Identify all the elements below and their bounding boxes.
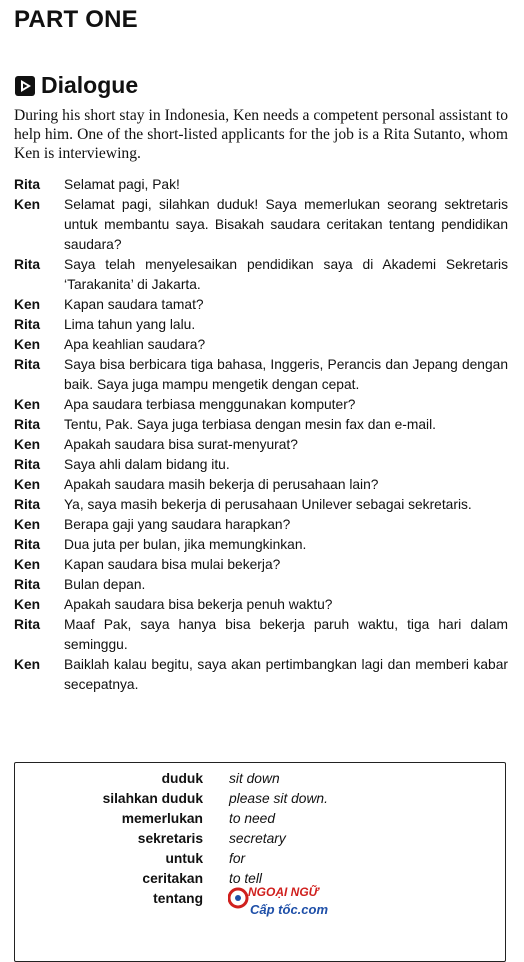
line-text: Saya ahli dalam bidang itu. <box>64 457 230 472</box>
line-text: Baiklah kalau begitu, saya akan pertimbangkan lagi dan memberi kabar secepatnya. <box>64 657 508 692</box>
line-text: Selamat pagi, Pak! <box>64 177 180 192</box>
dialogue-heading <box>14 72 138 99</box>
watermark-logo <box>228 876 328 926</box>
line-text: Kapan saudara bisa mulai bekerja? <box>64 557 281 572</box>
line-text: Bulan depan. <box>64 577 146 592</box>
vocab-row <box>15 829 505 849</box>
speaker-name: Ken <box>14 517 41 532</box>
line-text: Apakah saudara bisa bekerja penuh waktu? <box>64 597 333 612</box>
speaker-name: Ken <box>14 657 41 672</box>
speaker-name: Rita <box>14 497 41 512</box>
speaker-name: Rita <box>14 577 41 592</box>
speaker-name: Rita <box>14 317 41 332</box>
dialogue-line <box>14 335 508 355</box>
vocab-term: tentang <box>153 891 203 906</box>
dialogue-line <box>14 555 508 575</box>
speaker-name: Ken <box>14 437 41 452</box>
speaker-name: Ken <box>14 197 41 212</box>
play-icon <box>14 75 36 97</box>
dialogue-intro: During his short stay in Indonesia, Ken needs a competent personal assistant to help him. One of the short-listed applicants for the job is a Rita Sutanto, whom Ken is interviewing. <box>14 107 508 162</box>
speaker-name: Rita <box>14 417 41 432</box>
dialogue-line <box>14 595 508 615</box>
dialogue-line <box>14 175 508 195</box>
dialogue-line <box>14 475 508 495</box>
dialogue-line <box>14 575 508 595</box>
line-text: Maaf Pak, saya hanya bisa bekerja paruh waktu, tiga hari dalam seminggu. <box>64 617 508 652</box>
vocab-meaning: to tell <box>229 871 262 886</box>
vocab-term: memerlukan <box>121 811 203 826</box>
line-text: Kapan saudara tamat? <box>64 297 204 312</box>
speaker-name: Rita <box>14 257 41 272</box>
vocab-meaning: secretary <box>229 831 286 846</box>
watermark-line1: NGOẠI NGỮ <box>248 885 319 899</box>
dialogue-heading-text: Dialogue <box>41 72 139 98</box>
vocab-row <box>15 849 505 869</box>
dialogue-line <box>14 315 508 335</box>
line-text: Berapa gaji yang saudara harapkan? <box>64 517 291 532</box>
vocab-term: silahkan duduk <box>102 791 203 806</box>
vocab-meaning: sit down <box>229 771 280 786</box>
vocab-row <box>15 769 505 789</box>
vocab-term: untuk <box>165 851 203 866</box>
vocab-meaning: please sit down. <box>229 791 328 806</box>
dialogue-line <box>14 415 508 435</box>
dialogue-line <box>14 255 508 295</box>
speaker-name: Rita <box>14 537 41 552</box>
speaker-name: Ken <box>14 337 41 352</box>
speaker-name: Ken <box>14 477 41 492</box>
vocab-row <box>15 809 505 829</box>
dialogue-line <box>14 435 508 455</box>
vocab-row <box>15 789 505 809</box>
dialogue-line <box>14 495 508 515</box>
dialogue-line <box>14 395 508 415</box>
vocab-meaning: for <box>229 851 246 866</box>
dialogue-line <box>14 515 508 535</box>
line-text: Ya, saya masih bekerja di perusahaan Unilever sebagai sekretaris. <box>64 497 472 512</box>
line-text: Lima tahun yang lalu. <box>64 317 196 332</box>
line-text: Apakah saudara bisa surat-menyurat? <box>64 437 298 452</box>
line-text: Apa saudara terbiasa menggunakan komputer? <box>64 397 356 412</box>
line-text: Apa keahlian saudara? <box>64 337 206 352</box>
vocab-term: sekretaris <box>137 831 203 846</box>
line-text: Saya telah menyelesaikan pendidikan saya di Akademi Sekretaris ‘Tarakanita’ di Jakarta. <box>64 257 508 292</box>
dialogue-line <box>14 655 508 695</box>
speaker-name: Ken <box>14 597 41 612</box>
dialogue-line <box>14 195 508 255</box>
dialogue-lines <box>14 175 508 695</box>
speaker-name: Ken <box>14 557 41 572</box>
speaker-name: Rita <box>14 177 41 192</box>
dialogue-line <box>14 455 508 475</box>
speaker-name: Ken <box>14 397 41 412</box>
dialogue-line <box>14 535 508 555</box>
speaker-name: Ken <box>14 297 41 312</box>
speaker-name: Rita <box>14 457 41 472</box>
line-text: Selamat pagi, silahkan duduk! Saya memerlukan seorang sektretaris untuk membantu saya. Bisakah saudara ceritakan tentang pendidikan saudara? <box>64 197 508 252</box>
line-text: Apakah saudara masih bekerja di perusahaan lain? <box>64 477 379 492</box>
part-title: PART ONE <box>14 6 138 33</box>
vocab-meaning: to need <box>229 811 276 826</box>
dialogue-line <box>14 295 508 315</box>
vocabulary-box <box>14 762 506 962</box>
line-text: Tentu, Pak. Saya juga terbiasa dengan mesin fax dan e-mail. <box>64 417 436 432</box>
speaker-name: Rita <box>14 617 41 632</box>
vocab-term: duduk <box>161 771 203 786</box>
speaker-name: Rita <box>14 357 41 372</box>
line-text: Dua juta per bulan, jika memungkinkan. <box>64 537 307 552</box>
dialogue-line <box>14 615 508 655</box>
vocab-term: ceritakan <box>142 871 203 886</box>
dialogue-line <box>14 355 508 395</box>
line-text: Saya bisa berbicara tiga bahasa, Inggeris, Perancis dan Jepang dengan baik. Saya juga mampu mengetik dengan cepat. <box>64 357 508 392</box>
watermark-line2: Cấp tốc.com <box>250 902 328 917</box>
